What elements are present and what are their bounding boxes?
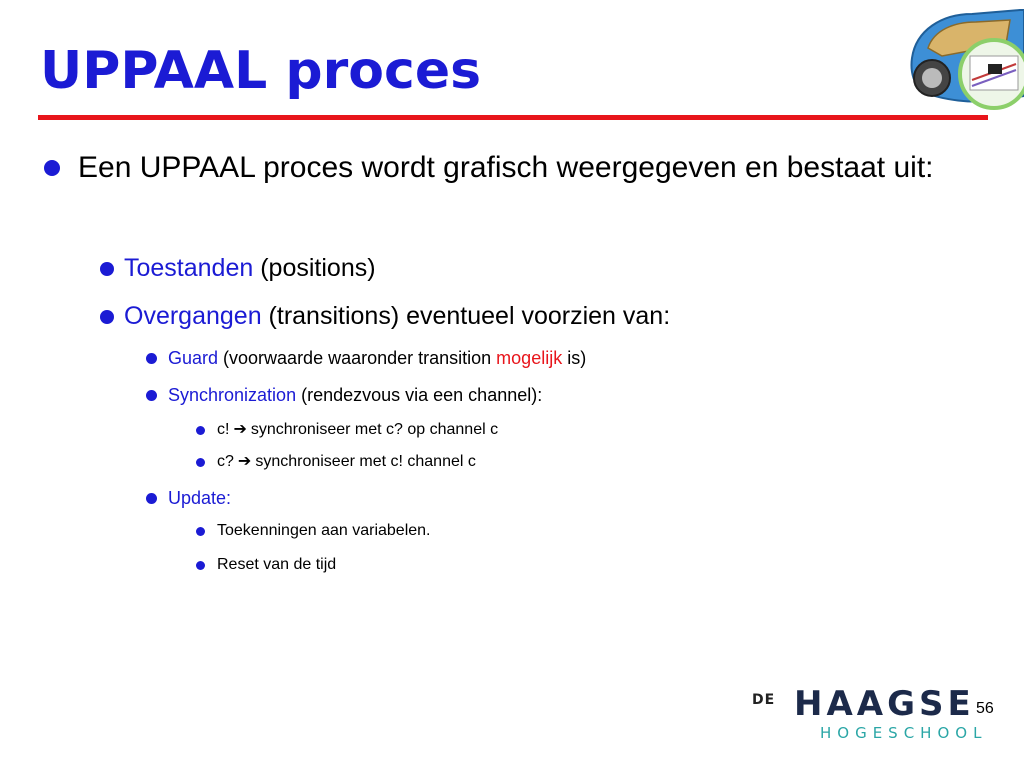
list-item-level4 xyxy=(196,419,498,441)
list-item-text: Reset van de tijd xyxy=(217,556,337,573)
list-item-level3 xyxy=(146,383,542,407)
list-item-level3 xyxy=(146,346,586,370)
term-synchronization: Synchronization xyxy=(168,385,297,405)
term-description: (positions) xyxy=(253,254,376,282)
list-item-level1 xyxy=(44,147,944,189)
highlight-mogelijk: mogelijk xyxy=(496,348,563,368)
term-toestanden: Toestanden xyxy=(124,254,254,282)
bullet-dot-icon xyxy=(146,390,157,401)
bullet-dot-icon xyxy=(146,353,157,364)
list-item-text xyxy=(124,298,670,334)
list-item-text xyxy=(124,250,376,286)
channel-send: c! xyxy=(217,421,230,438)
channel-receive: c? xyxy=(217,453,234,470)
list-item-text: Een UPPAAL proces wordt grafisch weergegeven en bestaat uit: xyxy=(78,151,934,184)
list-item-level2 xyxy=(100,250,376,286)
term-description: (voorwaarde waaronder transition xyxy=(218,348,497,368)
slide-title: UPPAAL proces xyxy=(40,41,482,101)
list-item-text xyxy=(217,419,498,441)
right-arrow-icon: ➔ xyxy=(233,421,247,438)
bullet-dot-icon xyxy=(100,262,114,276)
list-item-level4 xyxy=(196,520,431,542)
bullet-dot-icon xyxy=(44,160,60,176)
list-item-text xyxy=(168,346,586,370)
list-item-level2 xyxy=(100,298,670,334)
logo-haagse: HAAGSE xyxy=(794,684,975,724)
list-item-text: Toekenningen aan variabelen. xyxy=(217,522,431,539)
page-number: 56 xyxy=(976,700,994,717)
term-description: (transitions) eventueel voorzien van: xyxy=(261,302,671,330)
bullet-dot-icon xyxy=(100,310,114,324)
bullet-dot-icon xyxy=(196,527,205,536)
logo-hogeschool: HOGESCHOOL xyxy=(820,724,988,742)
list-item-level3 xyxy=(146,486,231,510)
bullet-dot-icon xyxy=(196,458,205,467)
list-item-level4 xyxy=(196,554,336,576)
list-item-level4 xyxy=(196,451,476,473)
sync-description: synchroniseer met c? op channel c xyxy=(250,421,499,438)
bullet-dot-icon xyxy=(146,493,157,504)
right-arrow-icon: ➔ xyxy=(237,453,252,470)
bullet-dot-icon xyxy=(196,561,205,570)
haagse-hogeschool-logo xyxy=(752,686,992,746)
bullet-dot-icon xyxy=(196,426,205,435)
sync-description: synchroniseer met c! channel c xyxy=(255,453,476,470)
term-description-end: is) xyxy=(562,348,587,368)
term-description: (rendezvous via een channel): xyxy=(296,385,543,405)
term-update: Update: xyxy=(168,488,232,508)
logo-de: DE xyxy=(752,692,776,708)
term-guard: Guard xyxy=(168,348,219,368)
list-item-text xyxy=(217,451,476,473)
list-item-text xyxy=(168,383,542,407)
term-overgangen: Overgangen xyxy=(124,302,262,330)
